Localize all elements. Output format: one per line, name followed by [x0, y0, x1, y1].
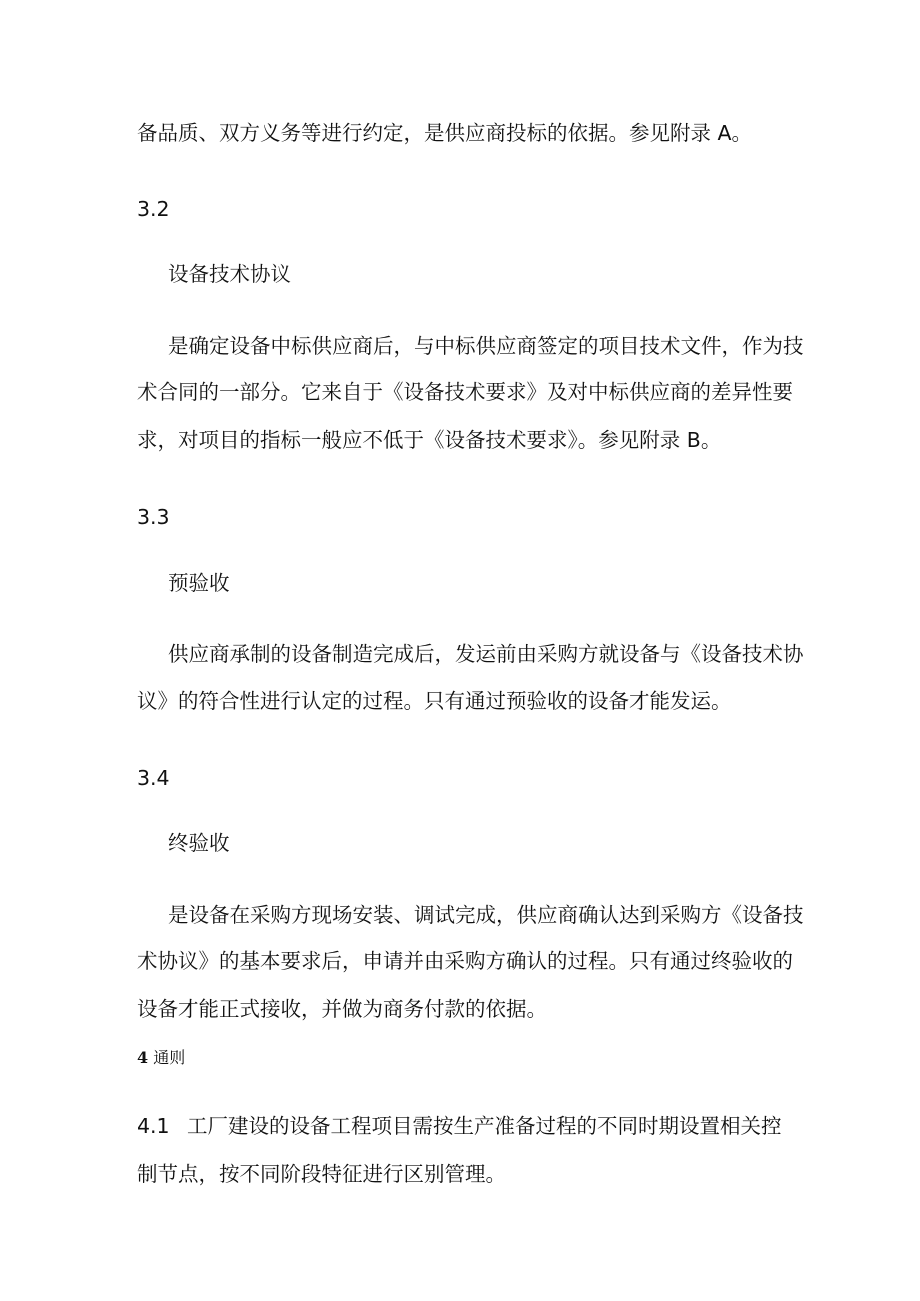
paragraph-line: 备品质、双方义务等进行约定，是供应商投标的依据。参见附录 A。 — [137, 121, 753, 145]
paragraph-line: 求，对项目的指标一般应不低于《设备技术要求》。参见附录 B。 — [137, 428, 722, 452]
clause-number-3-3: 3.3 — [137, 505, 170, 529]
clause-text: 工厂建设的设备工程项目需按生产准备过程的不同时期设置相关控 — [187, 1114, 782, 1138]
paragraph-line: 供应商承制的设备制造完成后，发运前由采购方就设备与《设备技术协 — [168, 642, 804, 666]
paragraph-line: 术合同的一部分。它来自于《设备技术要求》及对中标供应商的差异性要 — [137, 380, 793, 404]
paragraph-line: 制节点，按不同阶段特征进行区别管理。 — [137, 1162, 506, 1186]
term-heading-equipment-technical-agreement: 设备技术协议 — [168, 262, 291, 286]
paragraph-line: 是确定设备中标供应商后，与中标供应商签定的项目技术文件，作为技 — [168, 334, 804, 358]
term-heading-final-acceptance: 终验收 — [168, 831, 230, 855]
section-title-text: 通则 — [153, 1048, 186, 1067]
paragraph-line: 议》的符合性进行认定的过程。只有通过预验收的设备才能发运。 — [137, 689, 732, 713]
clause-4-1 — [137, 1112, 782, 1140]
paragraph-line: 术协议》的基本要求后，申请并由采购方确认的过程。只有通过终验收的 — [137, 949, 793, 973]
clause-number-4-1: 4.1 — [137, 1114, 170, 1138]
section-number: 4 — [137, 1048, 149, 1067]
paragraph-line: 设备才能正式接收，并做为商务付款的依据。 — [137, 997, 547, 1021]
paragraph-line: 是设备在采购方现场安装、调试完成，供应商确认达到采购方《设备技 — [168, 903, 804, 927]
section-heading-general-rules — [137, 1047, 185, 1069]
term-heading-pre-acceptance: 预验收 — [168, 571, 230, 595]
clause-number-3-4: 3.4 — [137, 766, 170, 790]
clause-number-3-2: 3.2 — [137, 197, 170, 221]
